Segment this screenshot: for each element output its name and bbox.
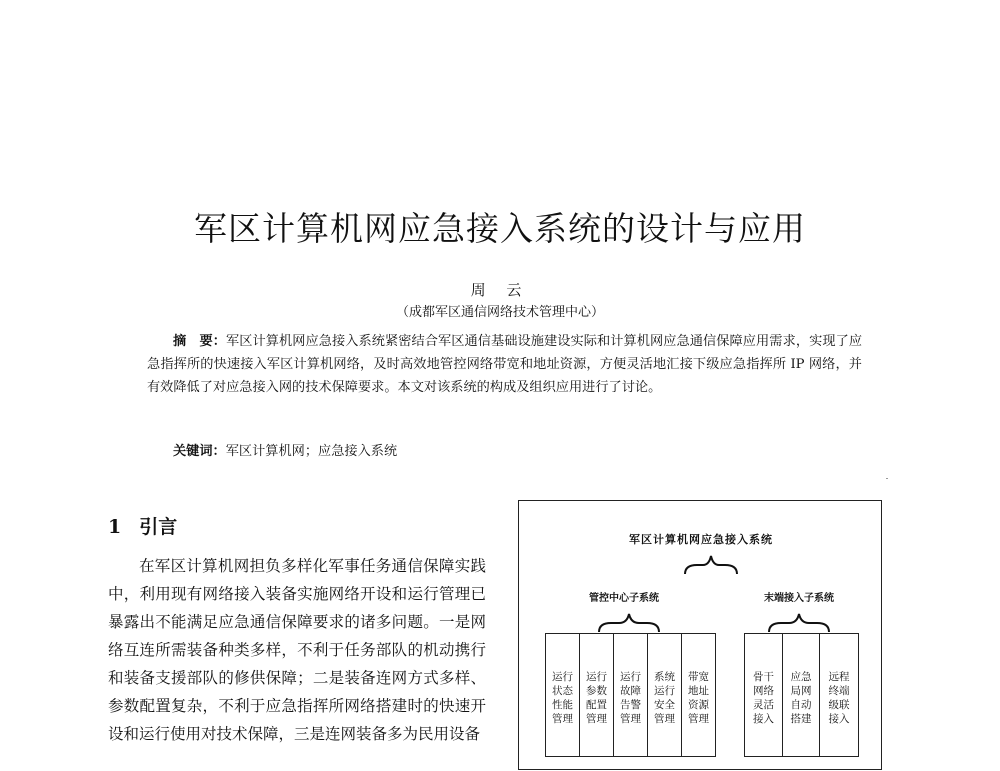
abstract (147, 330, 862, 399)
box-system-security: 系统运行安全管理 (647, 633, 682, 757)
body-paragraph: 在军区计算机网担负多样化军事任务通信保障实践中，利用现有网络接入装备实施网络开设和运行管理已暴露出不能满足应急通信保障要求的诸多问题。一是网络互连所需装备种类多样，不利于任务部队的机动携行和装备支援部队的修供保障；二是装备连网方式多样、参数配置复杂，不利于应急指挥所网络搭建时的快速开设和运行使用对技术保障，三是连网装备多为民用设备 (108, 557, 486, 743)
box-emergency-lan: 应急局网自动搭建 (782, 633, 820, 757)
keywords (173, 440, 397, 459)
group-label-control-center: 管控中心子系统 (589, 593, 659, 604)
section-body (108, 552, 486, 760)
abstract-text: 军区计算机网应急接入系统紧密结合军区通信基础设施建设实际和计算机网应急通信保障应用需求，实现了应急指挥所的快速接入军区计算机网络，及时高效地管控网络带宽和地址资源，方便灵活地汇接下级应急指挥所 IP 网络，并有效降低了对应急接入网的技术保障要求。本文对该系统的构成及组织应用进行了讨论。 (147, 334, 863, 395)
paper-title: 军区计算机网应急接入系统的设计与应用 (194, 209, 806, 248)
system-structure-figure (518, 500, 882, 770)
scan-artifact (886, 478, 888, 479)
author-name: 周 云 (470, 281, 530, 299)
box-status-performance: 运行状态性能管理 (545, 633, 580, 757)
keywords-text: 军区计算机网；应急接入系统 (225, 444, 398, 459)
box-fault-alarm: 运行故障告警管理 (613, 633, 648, 757)
root-brace (685, 556, 737, 574)
box-bandwidth-address: 带宽地址资源管理 (681, 633, 716, 757)
abstract-label: 摘 要： (173, 334, 227, 349)
section-heading (108, 512, 177, 539)
diagram-root-label: 军区计算机网应急接入系统 (629, 533, 773, 546)
box-remote-cascade: 远程终端级联接入 (819, 633, 859, 757)
group2-brace (769, 614, 829, 632)
group1-brace (599, 614, 659, 632)
box-backbone-access: 骨干网络灵活接入 (744, 633, 783, 757)
section-number: 1 (108, 516, 122, 538)
section-title: 引言 (139, 516, 178, 538)
box-parameter-config: 运行参数配置管理 (579, 633, 614, 757)
author-affiliation: （成都军区通信网络技术管理中心） (395, 305, 604, 320)
group-label-terminal-access: 末端接入子系统 (764, 593, 834, 604)
keywords-label: 关键词： (173, 444, 226, 459)
